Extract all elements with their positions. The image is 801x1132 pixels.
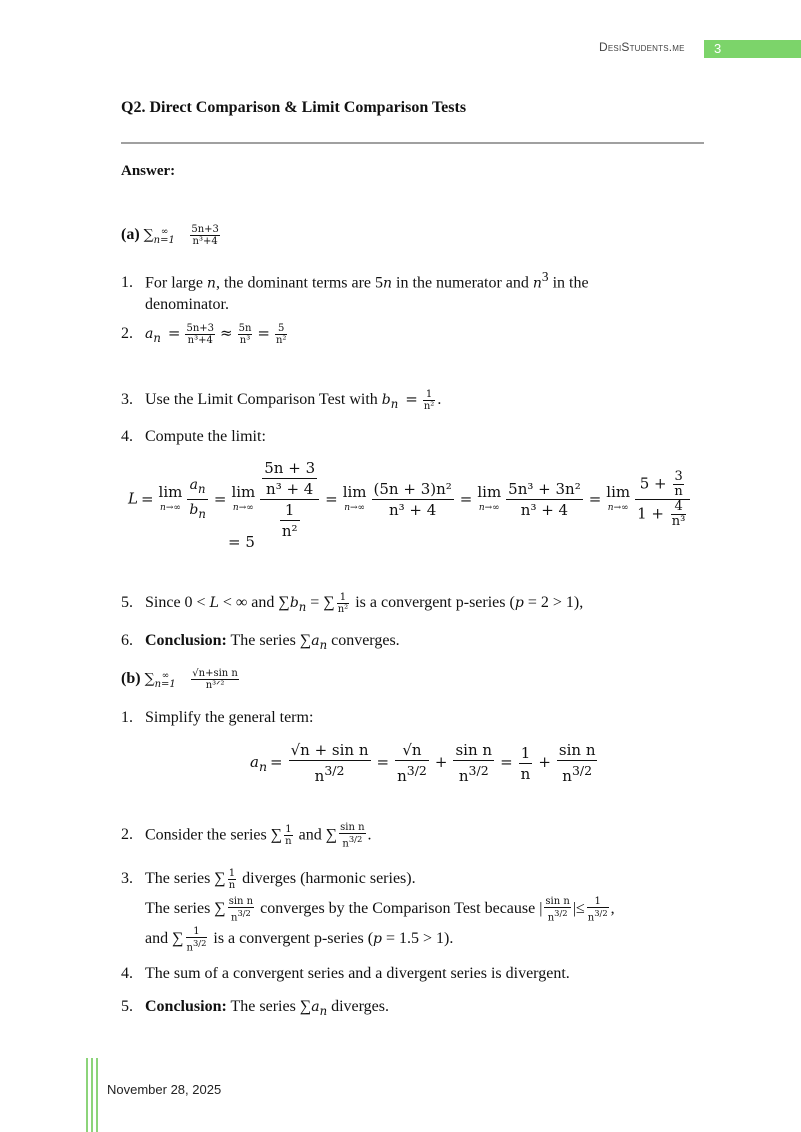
part-a-heading bbox=[121, 224, 222, 247]
part-a-label: (a) bbox=[121, 226, 140, 244]
title-divider bbox=[121, 142, 704, 144]
part-b-step-5: 5. Conclusion: The series $\sum a_n$ diverges. bbox=[121, 998, 390, 1018]
part-b-step-4: 4. The sum of a convergent series and a divergent series is divergent. bbox=[121, 965, 570, 982]
part-b-term: $\frac{\text{√n+sin n}}{\text{n³ᐟ²}}$ bbox=[192, 668, 238, 691]
page-title: Q2. Direct Comparison & Limit Comparison Tests bbox=[121, 99, 467, 116]
header-site-name: DesiStudents.me bbox=[599, 40, 685, 54]
footer-accent-bars bbox=[86, 1058, 98, 1132]
part-a-step-4: 4. Compute the limit: bbox=[121, 428, 266, 445]
part-b-sum: $\sum_{n=1}^\infty$ bbox=[144, 670, 176, 690]
part-b-step-3: 3. The series ∑ $\frac{1}{n}$ diverges (harmonic series). The series ∑ $\frac{\text{sin n}}{n^{3/2}}$ converges by the Comparison Test because | $\frac{\text{sin n}}{n^{3/2}}$ |≤ $\frac{1}{n^{3/2}}$ , and ∑ $\frac{1}{n^{3/2}}$ is a convergent p-series (p = 1.5 > 1). bbox=[121, 867, 615, 953]
page-number-bar bbox=[704, 40, 801, 58]
page-number: 3 bbox=[714, 41, 722, 56]
part-a-step-1: 1. For large n, the dominant terms are 5n in the numerator and $n^3$ in the denominator. bbox=[121, 269, 589, 314]
part-b-heading bbox=[121, 668, 241, 691]
part-a-term: $\frac{5n+3}{\text{n³+4}}$ bbox=[191, 224, 219, 247]
footer-date: November 28, 2025 bbox=[107, 1082, 222, 1097]
part-a-sum: $\sum_{n=1}^\infty$ bbox=[143, 226, 175, 246]
general-term-simplification: $a_n$ = $\frac{\text{√n + sin n}}{n^{3/2}}$ = $\frac{√n}{n^{3/2}}$ + $\frac{\text{sin n}}{n^{3/2}}$ = $\frac{1}{n}$ + $\frac{\text{sin n}}{n^{3/2}}$ bbox=[250, 741, 596, 785]
part-b-step-1: 1. Simplify the general term: bbox=[121, 709, 314, 726]
part-b-label: (b) bbox=[121, 670, 141, 688]
part-a-step-6: 6. Conclusion: The series $\sum a_n$ converges. bbox=[121, 632, 400, 652]
limit-computation: L = lim n→∞ $\frac{a_n}{b_n}$ = lim n→∞ $\frac{\frac{5n + 3}{\text{n³ + 4}}}{\frac{1}{\text{n²}}}$ = lim n→∞ $\frac{\text{(5n + 3)n²}}{\text{n³ + 4}}$ = lim n→∞ $\frac{\text{5n³ + 3n²}}{\text{n³ + 4}}$ = lim n→∞ 5 + $\frac{3}{n}$ 1 + $\frac{4}{\text{n³}}$ bbox=[128, 458, 693, 541]
part-a-step-3: 3. Use the Limit Comparison Test with $b_n$ = $\frac{1}{\text{n²}}$ . bbox=[121, 388, 442, 412]
part-b-step-2: 2. Consider the series ∑ $\frac{1}{n}$ and ∑ $\frac{\text{sin n}}{n^{3/2}}$ . bbox=[121, 822, 372, 850]
answer-label: Answer: bbox=[121, 163, 176, 179]
part-a-step-2: 2. $a_n$ = $\frac{5n+3}{\text{n³+4}}$ ≈ $\frac{5n}{\text{n³}}$ = $\frac{5}{\text{n²}}$ bbox=[121, 322, 287, 346]
limit-result: = 5 bbox=[228, 533, 255, 551]
part-a-step-5: 5. Since 0 < L < ∞ and $\sum b_n$ = ∑ $\frac{1}{\text{n²}}$ is a convergent p-series (p = 2 > 1), bbox=[121, 592, 584, 615]
